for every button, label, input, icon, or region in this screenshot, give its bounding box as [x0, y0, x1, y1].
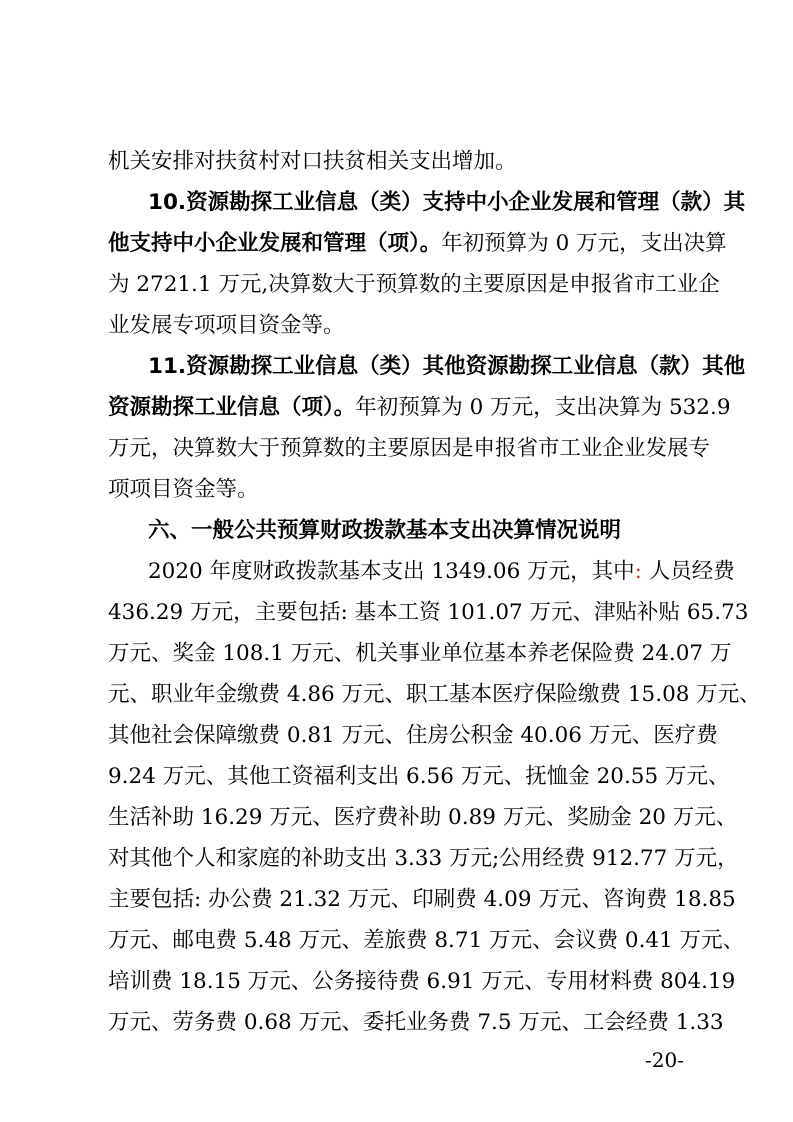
- body-text: 主要包括: 办公费 21.32 万元、印刷费 4.09 万元、咨询费 18.85: [108, 887, 736, 912]
- body-text: 9.24 万元、其他工资福利支出 6.56 万元、抚恤金 20.55 万元、: [108, 764, 730, 789]
- item-11-heading-cont: 资源勘探工业信息（项）。: [108, 395, 356, 420]
- section-6-line-7: [108, 798, 738, 838]
- item-10-heading: 10.资源勘探工业信息（类）支持中小企业发展和管理（款）其: [148, 190, 746, 215]
- section-heading: 六、一般公共预算财政拨款基本支出决算情况说明: [148, 518, 622, 543]
- section-6-heading: [148, 511, 693, 551]
- body-text: 生活补助 16.29 万元、医疗费补助 0.89 万元、奖励金 20 万元、: [108, 805, 738, 830]
- body-text: 其他社会保障缴费 0.81 万元、住房公积金 40.06 万元、医疗费: [108, 723, 718, 748]
- item-11-line-4: [108, 470, 693, 510]
- body-text: 业发展专项项目资金等。: [108, 313, 345, 338]
- body-text: 项项目资金等。: [108, 477, 259, 502]
- item-10-line-4: [108, 306, 693, 346]
- section-6-line-10: [108, 921, 745, 961]
- body-text-line: [108, 142, 693, 182]
- body-text: 436.29 万元，主要包括: 基本工资 101.07 万元、津贴补贴 65.73: [108, 600, 749, 625]
- section-6-line-11: [108, 962, 736, 1002]
- body-text: 人员经费: [641, 559, 735, 584]
- item-11-heading: 11.资源勘探工业信息（类）其他资源勘探工业信息（款）其他: [148, 354, 746, 379]
- section-6-line-12: [108, 1003, 724, 1043]
- body-text: 2020 年度财政拨款基本支出 1349.06 万元，其中: [148, 559, 635, 584]
- body-text: 万元、邮电费 5.48 万元、差旅费 8.71 万元、会议费 0.41 万元、: [108, 928, 745, 953]
- item-11-line-2: [108, 388, 731, 428]
- item-10-text: 年初预算为 0 万元，支出决算: [441, 231, 727, 256]
- section-6-line-9: [108, 880, 736, 920]
- body-text: 万元、劳务费 0.68 万元、委托业务费 7.5 万元、工会经费 1.33: [108, 1010, 724, 1035]
- section-6-line-8: [108, 839, 739, 879]
- section-6-line-1: [148, 552, 735, 592]
- section-6-line-6: [108, 757, 730, 797]
- section-6-line-5: [108, 716, 718, 756]
- body-text: 为 2721.1 万元,决算数大于预算数的主要原因是申报省市工业企: [108, 272, 720, 297]
- body-text: 万元、奖金 108.1 万元、机关事业单位基本养老保险费 24.07 万: [108, 641, 732, 666]
- body-text: 培训费 18.15 万元、公务接待费 6.91 万元、专用材料费 804.19: [108, 969, 736, 994]
- item-10-heading-line-1: [148, 183, 746, 223]
- page-number: -20-: [645, 1048, 684, 1072]
- item-11-line-3: [108, 429, 711, 469]
- body-text: 对其他个人和家庭的补助支出 3.33 万元;公用经费 912.77 万元，: [108, 846, 739, 871]
- item-10-heading-cont: 他支持中小企业发展和管理（项）。: [108, 231, 442, 256]
- section-6-line-4: [108, 675, 761, 715]
- item-11-text: 年初预算为 0 万元，支出决算为 532.9: [355, 395, 731, 420]
- item-11-heading-line-1: [148, 347, 746, 387]
- section-6-line-3: [108, 634, 732, 674]
- item-10-line-3: [108, 265, 720, 305]
- item-10-line-2: [108, 224, 727, 264]
- body-text: 元、职业年金缴费 4.86 万元、职工基本医疗保险缴费 15.08 万元、: [108, 682, 761, 707]
- section-6-line-2: [108, 593, 749, 633]
- body-text: 万元，决算数大于预算数的主要原因是申报省市工业企业发展专: [108, 436, 711, 461]
- highlight-colon: :: [634, 559, 642, 584]
- body-text: 机关安排对扶贫村对口扶贫相关支出增加。: [108, 149, 517, 174]
